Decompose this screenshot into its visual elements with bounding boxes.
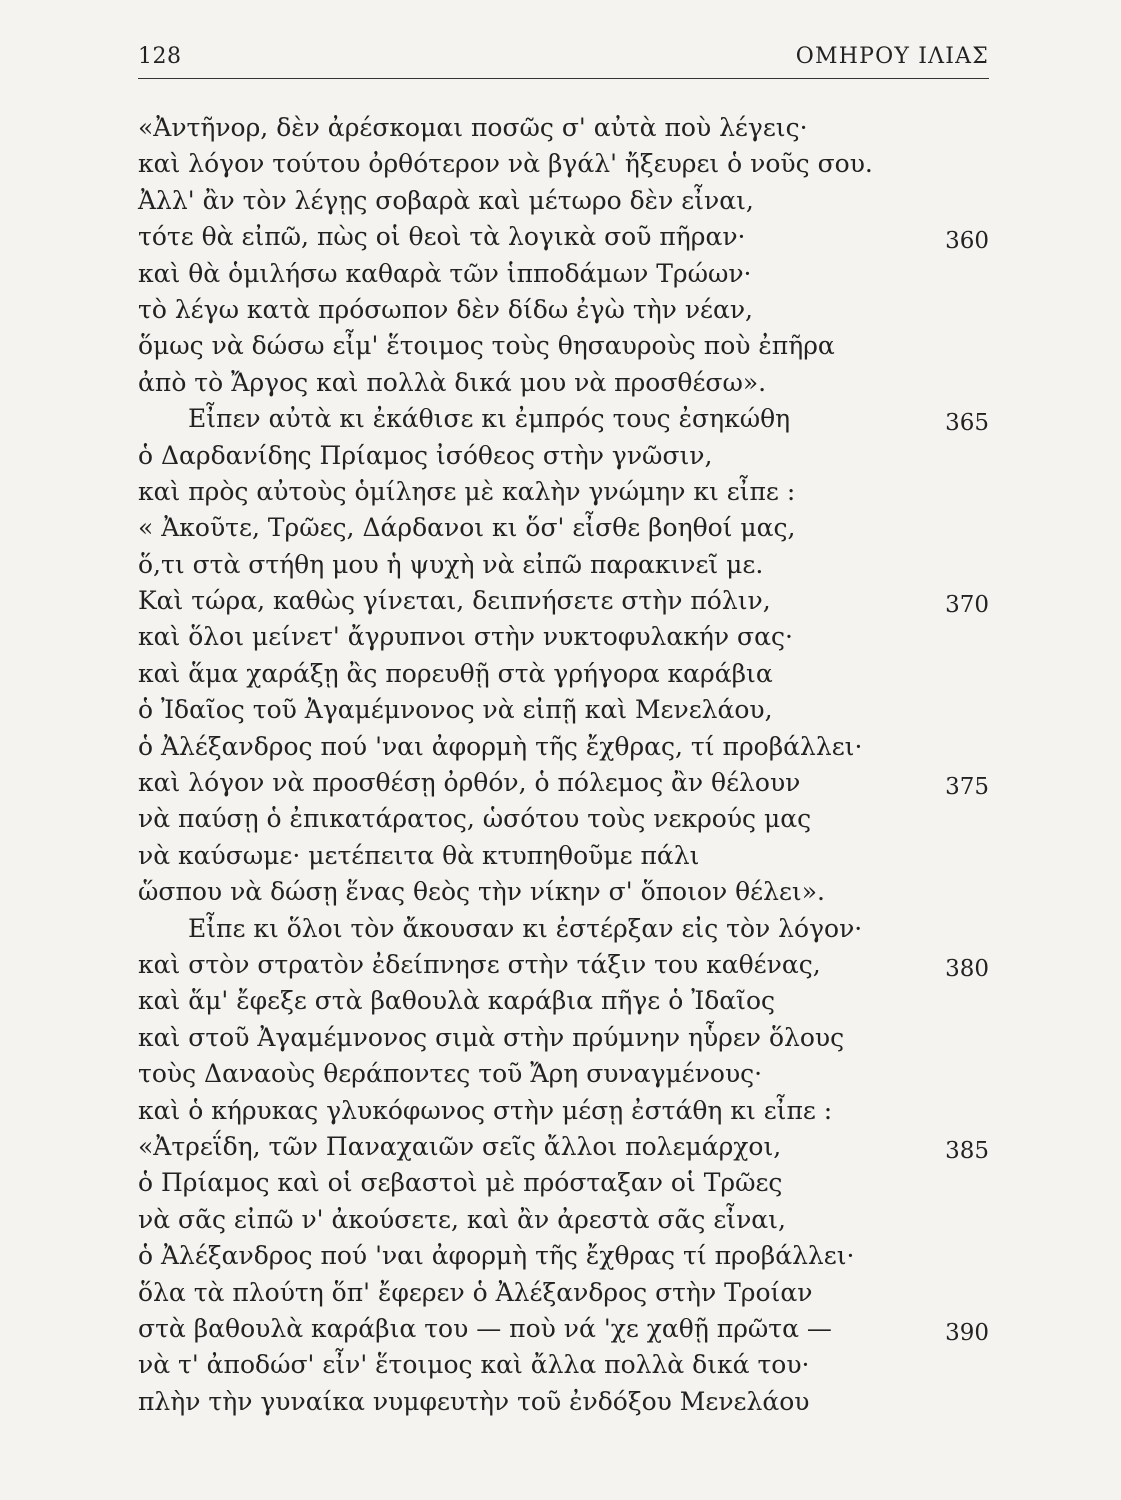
verse-line: [138, 1020, 989, 1056]
verse-text: ὁ Ἀλέξανδρος πού 'ναι ἀφορμὴ τῆς ἔχθρας, τί προβάλλει·: [138, 731, 863, 761]
verse-line: [138, 401, 989, 437]
verse-line: [138, 1093, 989, 1129]
page-number: 128: [138, 44, 182, 69]
verse-line: [138, 1129, 989, 1165]
verse-line: [138, 146, 989, 182]
verse-text: «Ἀντῆνορ, δὲν ἀρέσκομαι ποσῶς σ' αὐτὰ ποὺ λέγεις·: [138, 113, 808, 142]
verse-line: [138, 183, 989, 219]
verse-text: Ἀλλ' ἂν τὸν λέγῃς σοβαρὰ καὶ μέτωρο δὲν εἶναι,: [138, 185, 754, 215]
line-number: 375: [945, 774, 989, 801]
verse-line: [138, 219, 989, 255]
verse-text: καὶ στοῦ Ἀγαμέμνονος σιμὰ στὴν πρύμνην ηὗρεν ὅλους: [138, 1022, 845, 1052]
verse-text: στὰ βαθουλὰ καράβια του — ποὺ νά 'χε χαθῇ πρῶτα —: [138, 1313, 832, 1343]
verse-line: [138, 1238, 989, 1274]
verse-text: ὁ Δαρδανίδης Πρίαμος ἰσόθεος στὴν γνῶσιν,: [138, 440, 713, 470]
verse-text: νὰ σᾶς εἰπῶ ν' ἀκούσετε, καὶ ἂν ἀρεστὰ σᾶς εἶναι,: [138, 1204, 786, 1234]
verse-text: τότε θὰ εἰπῶ, πὼς οἱ θεοὶ τὰ λογικὰ σοῦ πῆραν·: [138, 222, 746, 252]
line-number: 370: [945, 592, 989, 619]
verse-text: ὁ Ἰδαῖος τοῦ Ἀγαμέμνονος νὰ εἰπῇ καὶ Μενελάου,: [138, 695, 773, 725]
verse-text: νὰ καύσωμε· μετέπειτα θὰ κτυπηθοῦμε πάλι: [138, 840, 700, 870]
verse-line: [138, 1311, 989, 1347]
verse-text: καὶ ἅμ' ἔφεξε στὰ βαθουλὰ καράβια πῆγε ὁ Ἰδαῖος: [138, 986, 776, 1016]
line-number: 360: [945, 228, 989, 255]
verse-line: [138, 947, 989, 983]
verse-text: καὶ πρὸς αὐτοὺς ὁμίλησε μὲ καλὴν γνώμην κι εἶπε :: [138, 476, 796, 506]
verse-line: [138, 510, 989, 546]
verse-text: καὶ λόγον τούτου ὀρθότερον νὰ βγάλ' ἤξευρει ὁ νοῦς σου.: [138, 149, 873, 179]
verse-text: ὁ Ἀλέξανδρος πού 'ναι ἀφορμὴ τῆς ἔχθρας τί προβάλλει·: [138, 1241, 855, 1271]
verse-line: [138, 656, 989, 692]
verse-line: [138, 1384, 989, 1420]
verse-text: καὶ θὰ ὁμιλήσω καθαρὰ τῶν ἱπποδάμων Τρώων·: [138, 258, 752, 288]
verse-line: [138, 583, 989, 619]
verse-line: [138, 729, 989, 765]
verse-line: [138, 547, 989, 583]
line-number: 390: [945, 1319, 989, 1346]
verse-text: τοὺς Δαναοὺς θεράποντες τοῦ Ἄρη συναγμένους·: [138, 1059, 763, 1089]
verse-line: [138, 692, 989, 728]
verse-text: καὶ ὁ κήρυκας γλυκόφωνος στὴν μέσῃ ἐστάθη κι εἶπε :: [138, 1095, 833, 1125]
verse-text: καὶ ἅμα χαράξῃ ἂς πορευθῇ στὰ γρήγορα καράβια: [138, 658, 773, 688]
verse-text: καὶ στὸν στρατὸν ἐδείπνησε στὴν τάξιν του καθένας,: [138, 949, 821, 979]
verse-line: [138, 983, 989, 1019]
verse-text: νὰ παύσῃ ὁ ἐπικατάρατος, ὡσότου τοὺς νεκρούς μας: [138, 804, 812, 834]
verse-line: [138, 1202, 989, 1238]
verse-line: [138, 328, 989, 364]
book-title: ΟΜΗΡΟΥ ΙΛΙΑΣ: [795, 44, 989, 69]
verse-text: « Ἀκοῦτε, Τρῶες, Δάρδανοι κι ὅσ' εἶσθε βοηθοί μας,: [138, 513, 796, 543]
verse-text: τὸ λέγω κατὰ πρόσωπον δὲν δίδω ἐγὼ τὴν νέαν,: [138, 294, 753, 324]
verse-line: [138, 1347, 989, 1383]
verse-line: [138, 292, 989, 328]
verse-text: καὶ λόγον νὰ προσθέσῃ ὀρθόν, ὁ πόλεμος ἂν θέλουν: [138, 768, 801, 798]
verse-line: [138, 474, 989, 510]
verse-line: [138, 110, 989, 146]
verse-text: ὅ,τι στὰ στήθη μου ἡ ψυχὴ νὰ εἰπῶ παρακινεῖ με.: [138, 549, 764, 579]
verse-text: καὶ ὅλοι μείνετ' ἄγρυπνοι στὴν νυκτοφυλακήν σας·: [138, 622, 793, 652]
verse-line: [138, 438, 989, 474]
verse-text: ὅμως νὰ δώσω εἶμ' ἕτοιμος τοὺς θησαυροὺς ποὺ ἐπῆρα: [138, 331, 835, 361]
verse-text: πλὴν τὴν γυναίκα νυμφευτὴν τοῦ ἐνδόξου Μενελάου: [138, 1386, 810, 1416]
verse-line: [138, 619, 989, 655]
verse-line: [138, 874, 989, 910]
verse-text: ὥσπου νὰ δώσῃ ἕνας θεὸς τὴν νίκην σ' ὅποιον θέλει».: [138, 877, 825, 907]
verse-line: [138, 256, 989, 292]
verse-line: [138, 765, 989, 801]
verse-line: [138, 911, 989, 947]
verse-text: Εἶπε κι ὅλοι τὸν ἄκουσαν κι ἐστέρξαν εἰς τὸν λόγον·: [188, 913, 863, 943]
verse-line: [138, 1275, 989, 1311]
verse-line: [138, 838, 989, 874]
verse-text: νὰ τ' ἀποδώσ' εἶν' ἕτοιμος καὶ ἄλλα πολλὰ δικά του·: [138, 1350, 810, 1380]
verse-line: [138, 1056, 989, 1092]
line-number: 385: [945, 1137, 989, 1164]
verse-text: ἀπὸ τὸ Ἄργος καὶ πολλὰ δικά μου νὰ προσθέσω».: [138, 367, 767, 397]
line-number: 365: [945, 410, 989, 437]
verse-text: «Ἀτρεΐδη, τῶν Παναχαιῶν σεῖς ἄλλοι πολεμάρχοι,: [138, 1131, 782, 1161]
running-head: [138, 38, 989, 79]
verse-text: Καὶ τώρα, καθὼς γίνεται, δειπνήσετε στὴν πόλιν,: [138, 586, 771, 616]
verse-text: Εἶπεν αὐτὰ κι ἐκάθισε κι ἐμπρός τους ἐσηκώθη: [188, 404, 791, 434]
verse-text: ὅλα τὰ πλούτη ὅπ' ἔφερεν ὁ Ἀλέξανδρος στὴν Τροίαν: [138, 1277, 813, 1307]
line-number: 380: [945, 955, 989, 982]
verse-line: [138, 801, 989, 837]
verse-text: ὁ Πρίαμος καὶ οἱ σεβαστοὶ μὲ πρόσταξαν οἱ Τρῶες: [138, 1168, 783, 1198]
verse-line: [138, 365, 989, 401]
verse-block: [138, 110, 989, 1420]
verse-line: [138, 1165, 989, 1201]
